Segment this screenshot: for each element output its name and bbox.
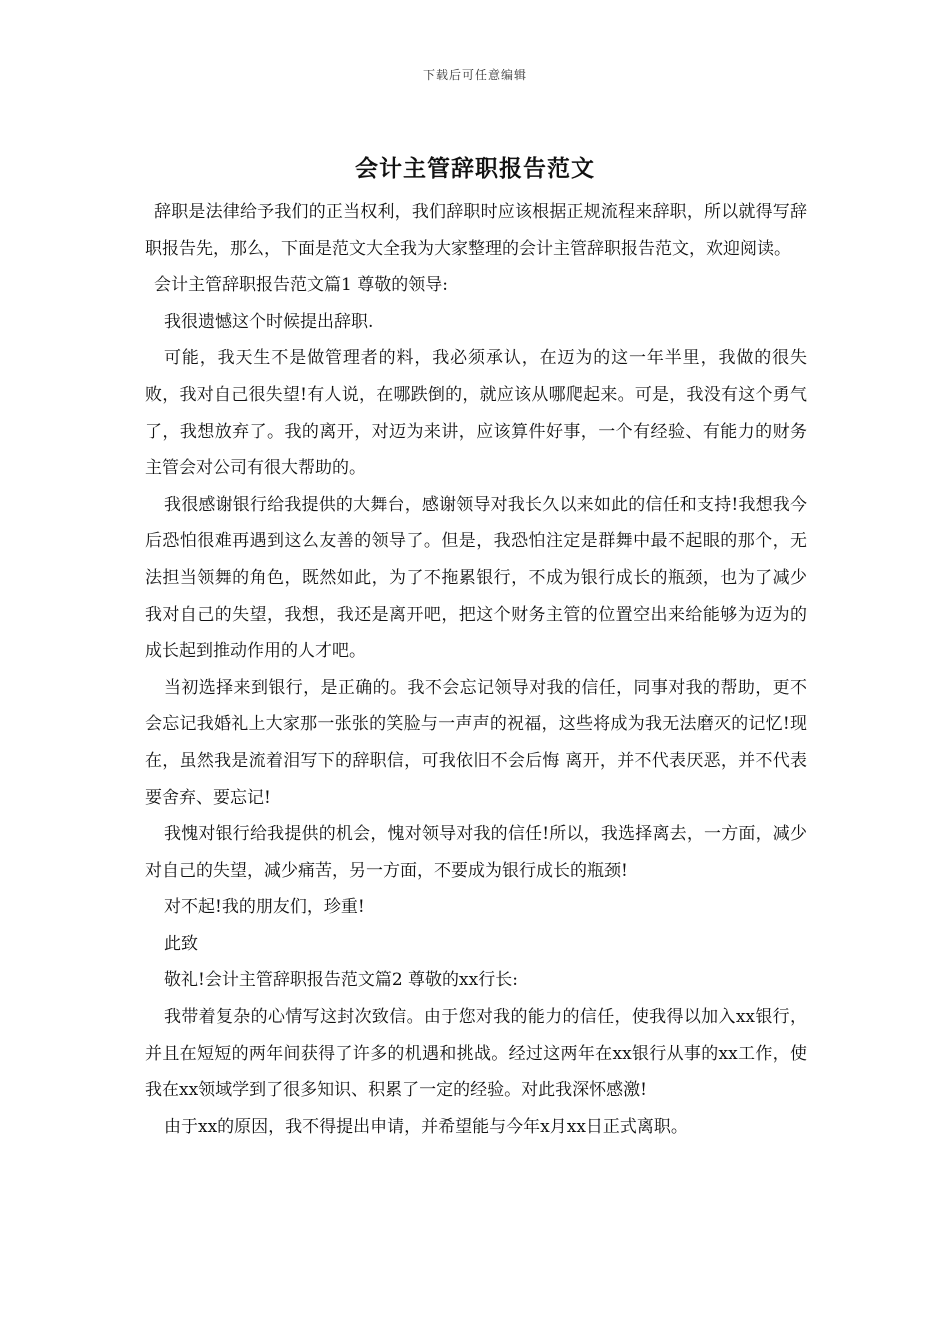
paragraph: 我很感谢银行给我提供的大舞台，感谢领导对我长久以来如此的信任和支持!我想我今后恐怕很难再遇到这么友善的领导了。但是，我恐怕注定是群舞中最不起眼的那个，无法担当领舞的角色，既然如此，为了不拖累银行，不成为银行成长的瓶颈，也为了减少我对自己的失望，我想，我还是离开吧，把这个财务主管的位置空出来给能够为迈为的成长起到推动作用的人才吧。	[145, 494, 807, 662]
paragraph: 当初选择来到银行，是正确的。我不会忘记领导对我的信任，同事对我的帮助，更不会忘记我婚礼上大家那一张张的笑脸与一声声的祝福，这些将成为我无法磨灭的记忆!现在，虽然我是流着泪写下的辞职信，可我依旧不会后悔 离开，并不代表厌恶，并不代表要舍弃、要忘记!	[145, 677, 807, 808]
paragraph-closing: 此致	[164, 933, 198, 954]
paragraph-intro: 辞职是法律给予我们的正当权利，我们辞职时应该根据正规流程来辞职，所以就得写辞职报告先，那么，下面是范文大全我为大家整理的会计主管辞职报告范文，欢迎阅读。	[145, 202, 807, 259]
paragraph: 我愧对银行给我提供的机会，愧对领导对我的信任!所以，我选择离去，一方面，减少对自己的失望，减少痛苦，另一方面，不要成为银行成长的瓶颈!	[145, 824, 807, 881]
paragraph: 由于xx的原因，我不得提出申请，并希望能与今年x月xx日正式离职。	[164, 1116, 688, 1137]
paragraph: 可能，我天生不是做管理者的料，我必须承认，在迈为的这一年半里，我做的很失败，我对自己很失望!有人说，在哪跌倒的，就应该从哪爬起来。可是，我没有这个勇气了，我想放弃了。我的离开，对迈为来讲，应该算件好事，一个有经验、有能力的财务主管会对公司有很大帮助的。	[145, 348, 807, 479]
document-body	[145, 194, 807, 1145]
paragraph: 我很遗憾这个时候提出辞职.	[164, 311, 374, 332]
paragraph-letter2-heading: 敬礼!会计主管辞职报告范文篇2 尊敬的xx行长:	[164, 970, 518, 991]
header-note: 下载后可任意编辑	[422, 68, 527, 82]
document-title: 会计主管辞职报告范文	[355, 155, 595, 182]
paragraph-letter1-heading: 会计主管辞职报告范文篇1 尊敬的领导:	[154, 275, 448, 296]
paragraph: 对不起!我的朋友们，珍重!	[164, 897, 365, 918]
paragraph: 我带着复杂的心情写这封次致信。由于您对我的能力的信任，使我得以加入xx银行，并且在短短的两年间获得了许多的机遇和挑战。经过这两年在xx银行从事的xx工作，使我在xx领域学到了很多知识、积累了一定的经验。对此我深怀感激!	[145, 1007, 807, 1101]
